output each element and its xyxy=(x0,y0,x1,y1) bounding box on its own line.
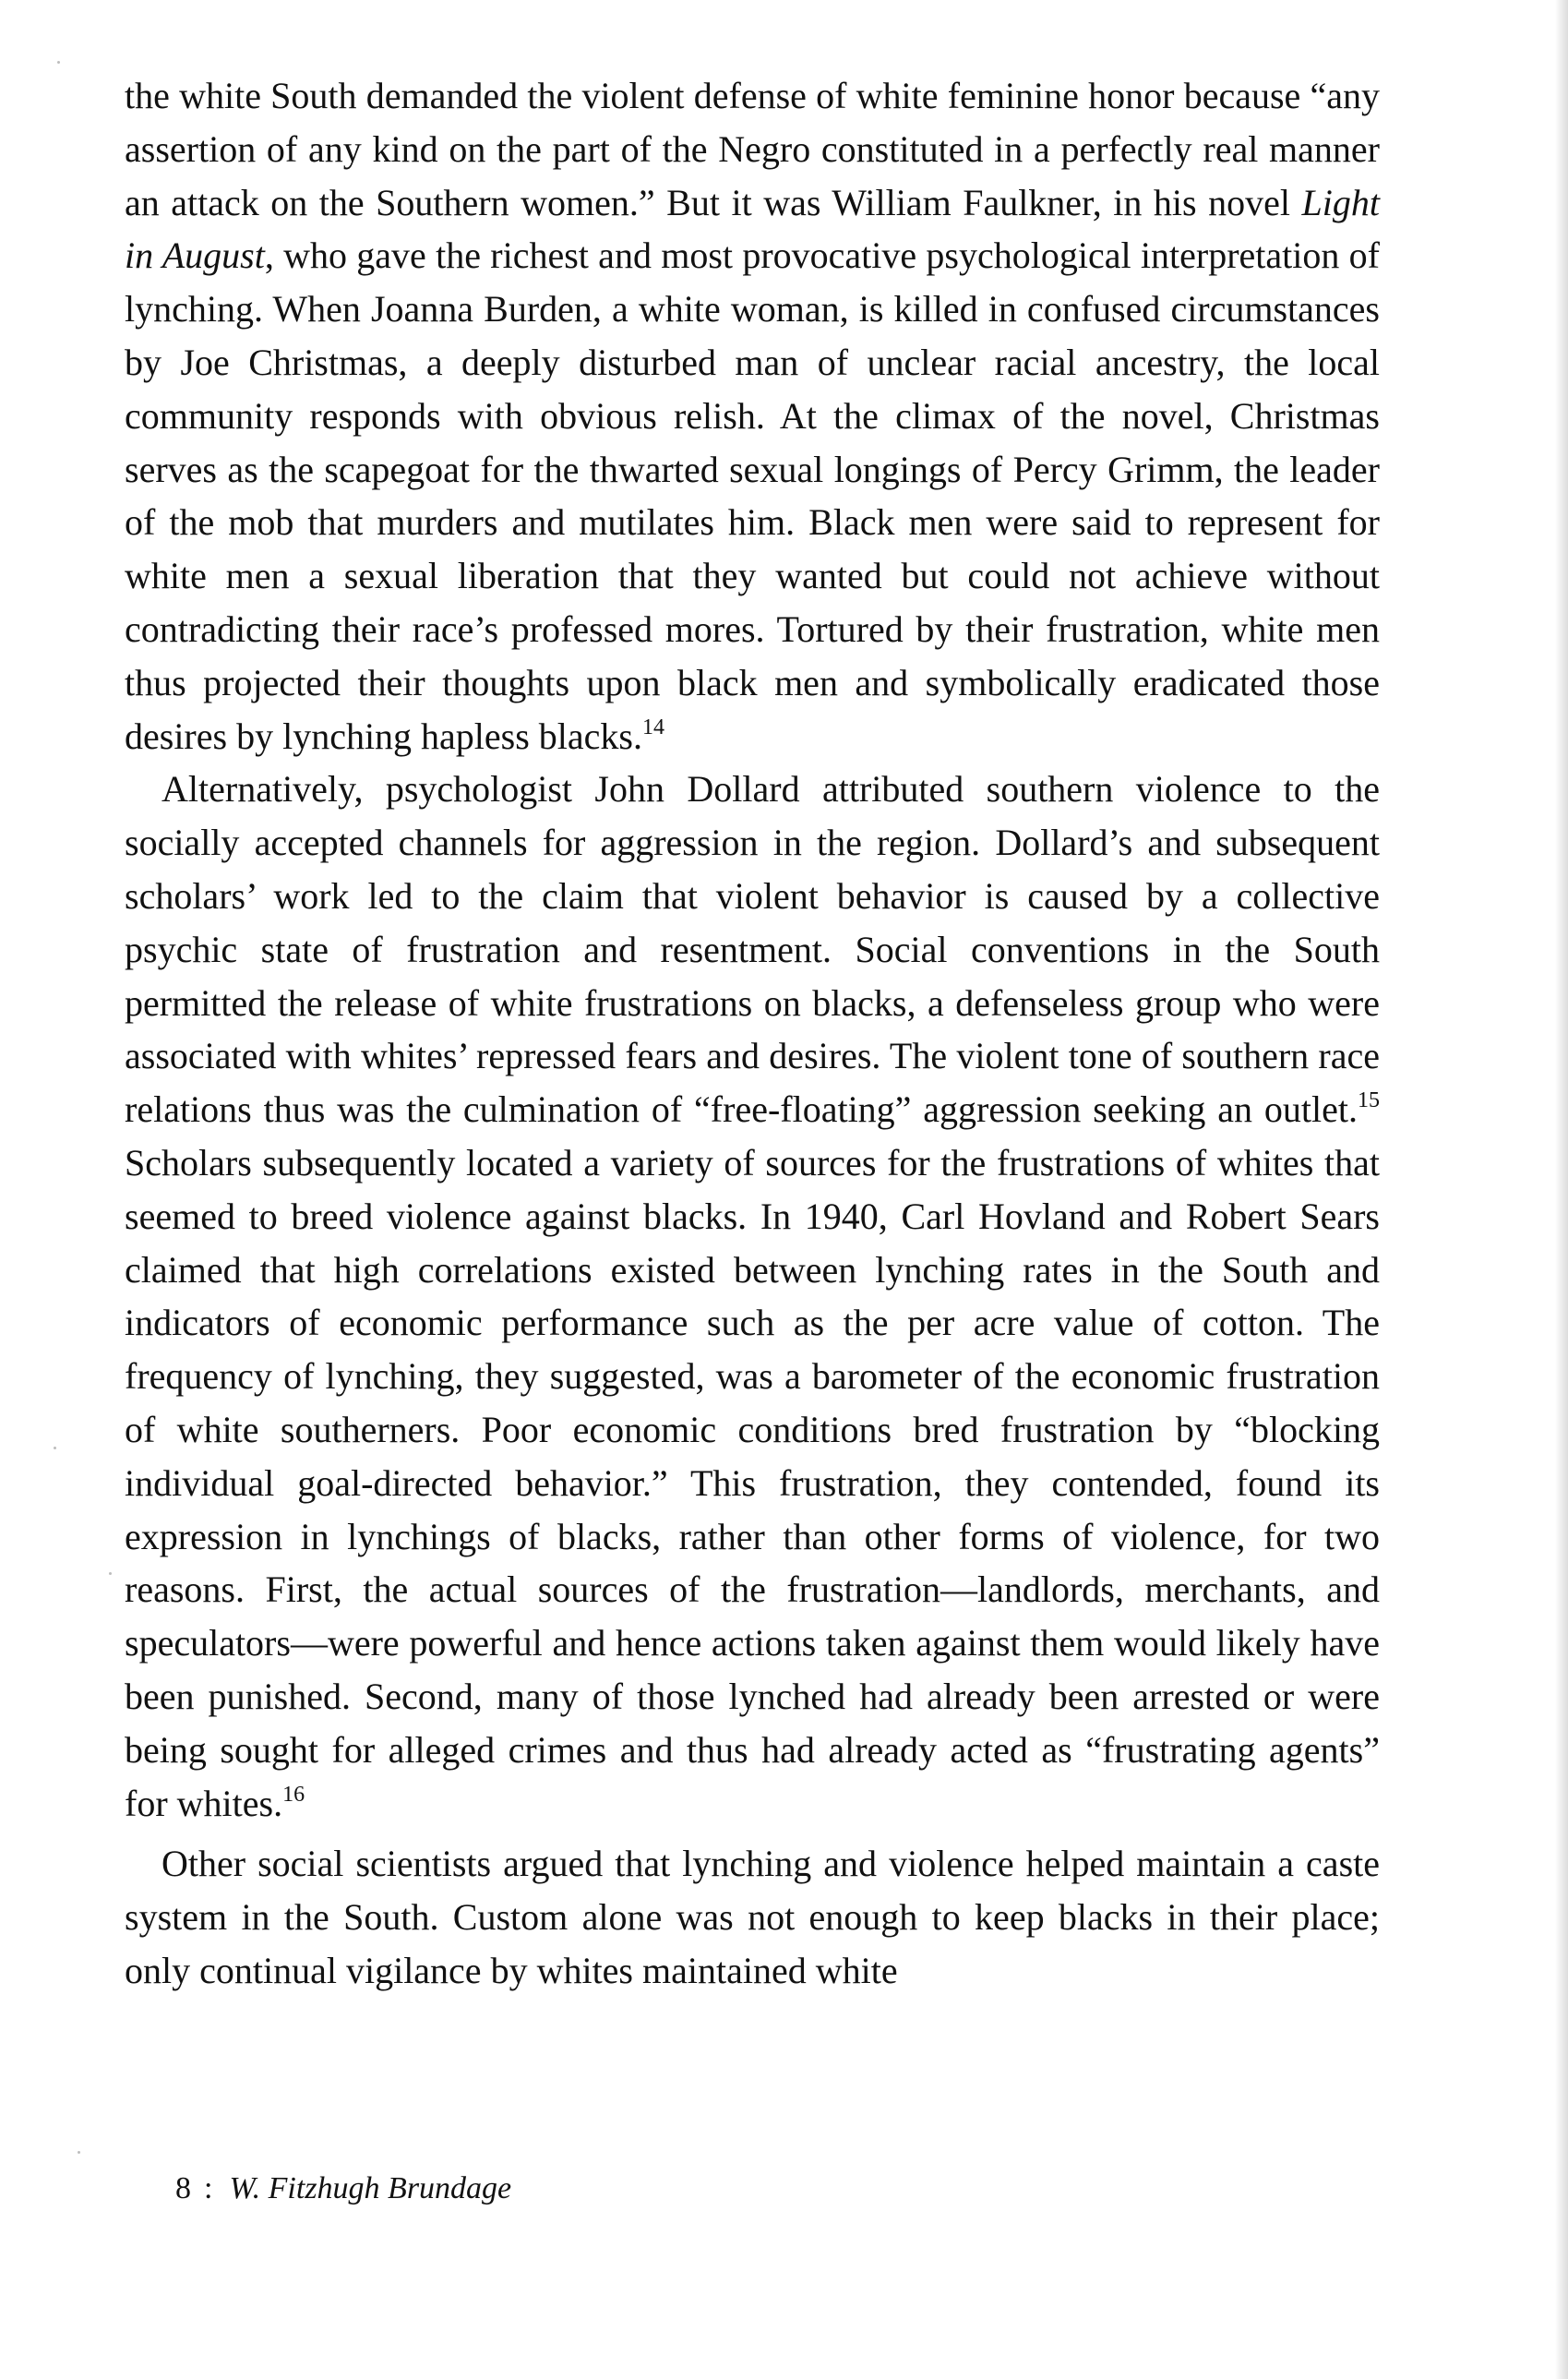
paper-speck xyxy=(78,2151,80,2154)
paragraph-3 xyxy=(125,1837,1380,1997)
page-number: 8 xyxy=(175,2171,191,2205)
paper-speck xyxy=(57,61,60,64)
page-footer xyxy=(175,2171,511,2206)
footnote-ref-14: 14 xyxy=(642,715,664,739)
paragraph-2 xyxy=(125,763,1380,1830)
paragraph-1 xyxy=(125,69,1380,763)
text-run: , who gave the richest and most provocative psychological interpretation of lynching. When Joanna Burden, a white woman, is killed in confused circumstances by Joe Christmas, a deeply disturbed man of unclear racial ancestry, the local community responds with obvious relish. At the climax of the novel, Christmas serves as the scapegoat for the thwarted sexual longings of Percy Grimm, the leader of the mob that murders and mutilates him. Black men were said to represent for white men a sexual liberation that they wanted but could not achieve without contradicting their race’s professed mores. Tortured by their frustration, white men thus projected their thoughts upon black men and symbolically eradicated those desires by lynching hapless blacks. xyxy=(125,234,1380,757)
text-run: Alternatively, psychologist John Dollard attributed southern violence to the socially accepted channels for aggression in the region. Dollard’s and subsequent scholars’ work led to the claim that violent behavior is caused by a collective psychic state of frustration and resentment. Social conventions in the South permitted the release of white frustrations on blacks, a defenseless group who were associated with whites’ repressed fears and desires. The violent tone of southern race relations thus was the culmination of “free-floating” aggression seeking an outlet. xyxy=(125,768,1380,1131)
footer-separator: : xyxy=(204,2171,213,2205)
text-run: the white South demanded the violent defense of white feminine honor because “any assertion of any kind on the part of the Negro constituted in a perfectly real manner an attack on the Southern women.” But it was William Faulkner, in his novel xyxy=(125,75,1380,223)
body-text xyxy=(125,69,1380,1998)
footnote-ref-15: 15 xyxy=(1358,1088,1380,1113)
paper-speck xyxy=(54,1447,56,1449)
running-footer-author: W. Fitzhugh Brundage xyxy=(229,2171,512,2205)
book-title-italic: Light in August xyxy=(125,181,1380,277)
text-run: Scholars subsequently located a variety of sources for the frustrations of whites that seemed to breed violence against blacks. In 1940, Carl Hovland and Robert Sears claimed that high correlations existed between lynching rates in the South and indicators of economic performance such as the per acre value of cotton. The frequency of lynching, they suggested, was a barometer of the economic frustration of white southerners. Poor economic conditions bred frustration by “blocking individual goal-directed behavior.” This frustration, they contended, found its expression in lynchings of blacks, rather than other forms of violence, for two reasons. First, the actual sources of the frustration—landlords, merchants, and speculators—were powerful and hence actions taken against them would likely have been punished. Second, many of those lynched had already been arrested or were being sought for alleged crimes and thus had already acted as “frustrating agents” for whites. xyxy=(125,1141,1380,1824)
text-run: Other social scientists argued that lynching and violence helped maintain a caste system in the South. Custom alone was not enough to keep blacks in their place; only continual vigilance by whites maintained white xyxy=(125,1843,1380,1991)
page-edge-shadow xyxy=(1555,0,1568,2379)
paper-speck xyxy=(109,1572,112,1575)
footnote-ref-16: 16 xyxy=(282,1782,305,1807)
